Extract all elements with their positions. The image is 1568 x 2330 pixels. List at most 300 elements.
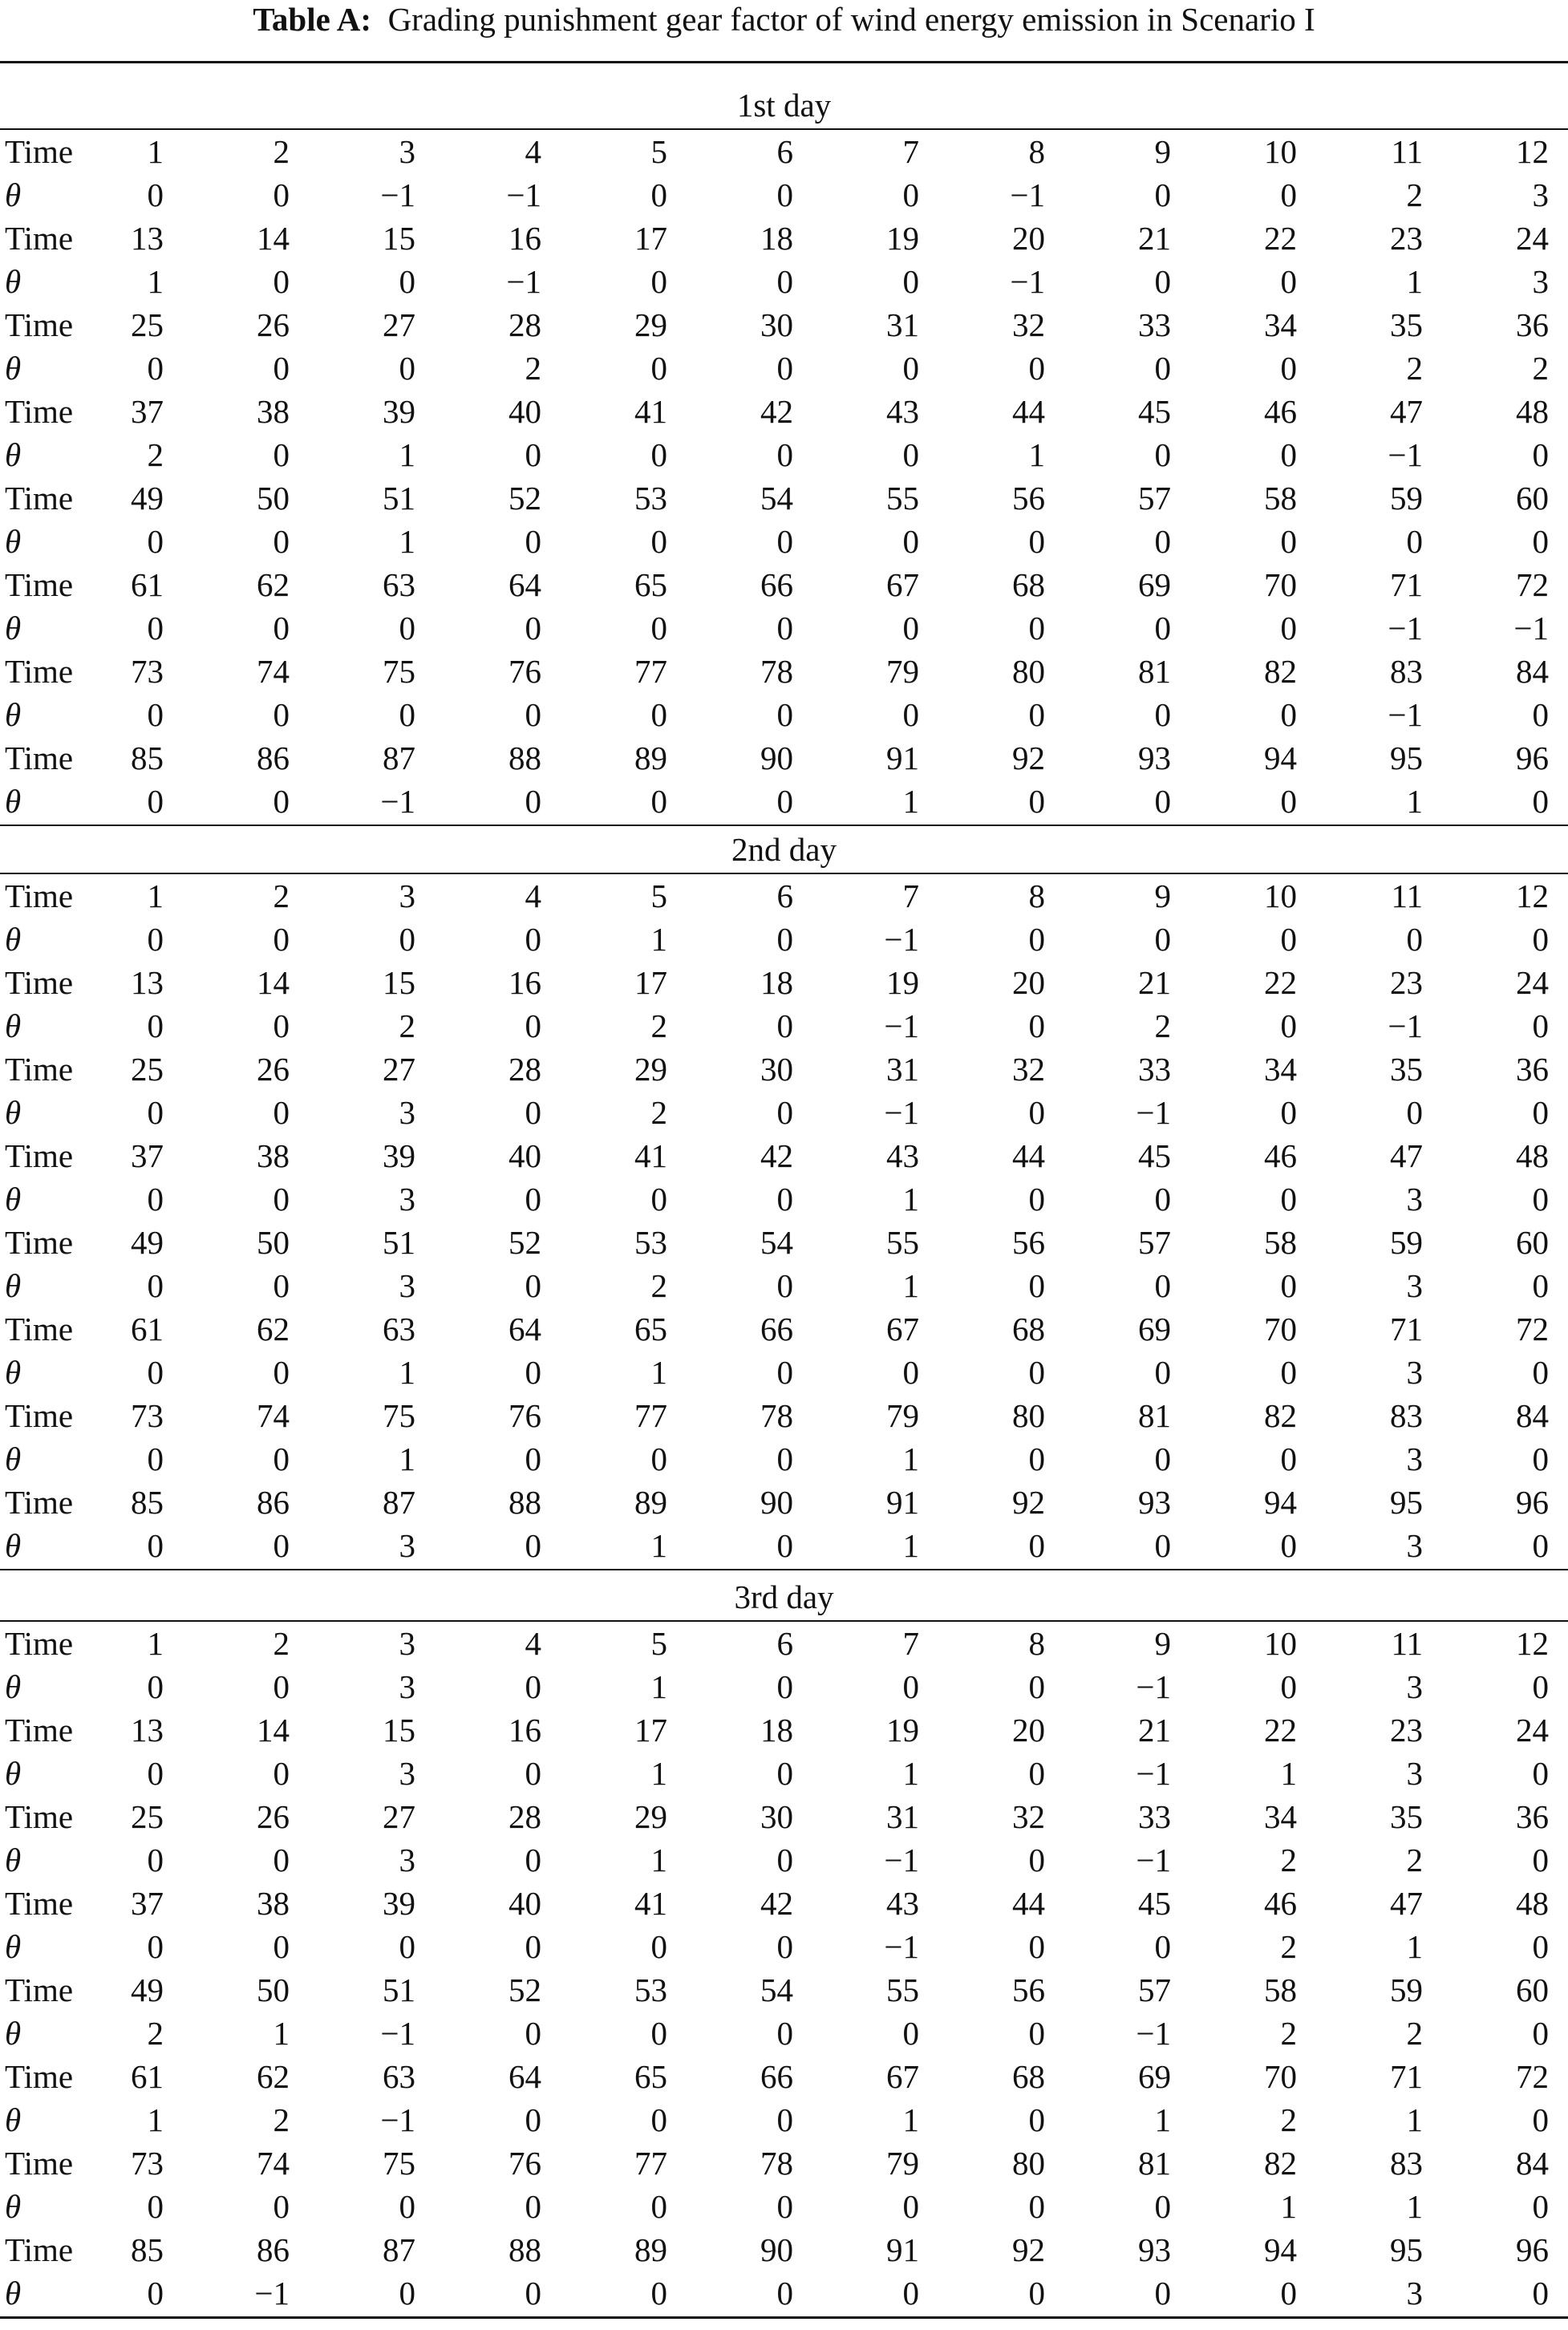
theta-cell: 0 (650, 2015, 667, 2052)
theta-cell: 0 (1154, 436, 1171, 473)
time-cell: 13 (131, 220, 164, 257)
theta-cell: 0 (525, 1354, 541, 1391)
theta-cell: 0 (147, 696, 164, 733)
time-cell: 75 (383, 653, 415, 690)
theta-cell: 0 (902, 176, 919, 213)
time-cell: 61 (131, 566, 164, 603)
theta-cell: 0 (1280, 1441, 1297, 1477)
theta-cell: 0 (147, 350, 164, 387)
time-cell: 51 (383, 480, 415, 517)
theta-cell: 1 (147, 263, 164, 300)
time-cell: 14 (257, 964, 290, 1001)
time-cell: 11 (1391, 1625, 1423, 1662)
theta-row-label: θ (5, 1267, 22, 1304)
theta-cell: 0 (525, 2101, 541, 2138)
time-cell: 58 (1264, 1971, 1297, 2008)
time-cell: 1 (147, 877, 164, 914)
theta-cell: 1 (273, 2015, 290, 2052)
theta-cell: 0 (1154, 1354, 1171, 1391)
time-cell: 25 (131, 306, 164, 343)
theta-cell: 2 (147, 2015, 164, 2052)
theta-cell: 0 (1154, 263, 1171, 300)
time-cell: 32 (1012, 1798, 1045, 1835)
time-row-label: Time (5, 740, 74, 776)
time-cell: 9 (1154, 133, 1171, 170)
time-cell: 6 (776, 1625, 793, 1662)
time-cell: 85 (131, 1484, 164, 1521)
theta-cell: 0 (1028, 1007, 1045, 1044)
theta-cell: −1 (1136, 1668, 1171, 1705)
time-cell: 55 (886, 480, 919, 517)
theta-row (0, 606, 1568, 650)
time-cell: 48 (1516, 1885, 1549, 1922)
time-cell: 44 (1012, 393, 1045, 430)
time-cell: 48 (1516, 393, 1549, 430)
theta-cell: 3 (399, 1181, 415, 1218)
theta-cell: 2 (147, 436, 164, 473)
time-row (0, 1481, 1568, 1524)
theta-cell: 0 (1028, 1668, 1045, 1705)
theta-cell: −1 (506, 176, 541, 213)
time-cell: 14 (257, 220, 290, 257)
theta-cell: 0 (1532, 1668, 1549, 1705)
time-cell: 95 (1390, 1484, 1423, 1521)
time-row-label: Time (5, 1625, 74, 1662)
theta-cell: 3 (1406, 1527, 1423, 1564)
time-cell: 70 (1264, 1311, 1297, 1347)
theta-cell: 0 (902, 2015, 919, 2052)
theta-cell: 0 (273, 1181, 290, 1218)
theta-row-label: θ (5, 2101, 22, 2138)
time-cell: 96 (1516, 1484, 1549, 1521)
time-cell: 2 (273, 877, 290, 914)
theta-cell: 0 (1154, 921, 1171, 958)
theta-cell: 0 (525, 921, 541, 958)
time-cell: 23 (1390, 964, 1423, 1001)
time-row (0, 2228, 1568, 2271)
day-title: 1st day (736, 87, 832, 124)
time-cell: 35 (1390, 306, 1423, 343)
time-cell: 76 (508, 2145, 541, 2182)
theta-cell: 0 (147, 1354, 164, 1391)
theta-cell: 0 (273, 176, 290, 213)
time-cell: 67 (886, 566, 919, 603)
theta-cell: 0 (650, 610, 667, 646)
theta-cell: 0 (399, 610, 415, 646)
theta-row (0, 346, 1568, 390)
time-cell: 40 (508, 1885, 541, 1922)
time-cell: 54 (760, 1971, 793, 2008)
theta-cell: 0 (1280, 1007, 1297, 1044)
theta-cell: 0 (1280, 176, 1297, 213)
time-row-label: Time (5, 964, 74, 1001)
time-row-label: Time (5, 2145, 74, 2182)
time-cell: 5 (650, 1625, 667, 1662)
theta-cell: 0 (776, 523, 793, 560)
time-row (0, 1622, 1568, 1665)
time-cell: 57 (1138, 1971, 1171, 2008)
theta-cell: 0 (1532, 696, 1549, 733)
time-cell: 82 (1264, 2145, 1297, 2182)
theta-row (0, 260, 1568, 303)
theta-cell: 0 (525, 2275, 541, 2312)
theta-row-label: θ (5, 2275, 22, 2312)
theta-cell: 0 (1154, 2188, 1171, 2225)
theta-cell: 0 (1280, 1527, 1297, 1564)
theta-cell: 0 (902, 350, 919, 387)
time-cell: 68 (1012, 2058, 1045, 2095)
time-cell: 11 (1391, 877, 1423, 914)
time-row (0, 2055, 1568, 2098)
theta-cell: 0 (1532, 1928, 1549, 1965)
theta-cell: 0 (1532, 2015, 1549, 2052)
time-cell: 4 (525, 877, 541, 914)
time-cell: 72 (1516, 1311, 1549, 1347)
time-cell: 22 (1264, 220, 1297, 257)
theta-cell: 0 (1154, 523, 1171, 560)
theta-cell: 3 (1406, 1441, 1423, 1477)
theta-cell: 0 (1154, 1441, 1171, 1477)
time-cell: 39 (383, 393, 415, 430)
time-cell: 35 (1390, 1051, 1423, 1088)
time-cell: 72 (1516, 2058, 1549, 2095)
time-cell: 89 (634, 740, 667, 776)
time-cell: 73 (131, 653, 164, 690)
time-cell: 90 (760, 1484, 793, 1521)
time-cell: 42 (760, 1885, 793, 1922)
theta-cell: 3 (399, 1267, 415, 1304)
time-cell: 3 (399, 877, 415, 914)
time-cell: 41 (634, 393, 667, 430)
time-cell: 78 (760, 1397, 793, 1434)
time-cell: 26 (257, 1798, 290, 1835)
theta-cell: 1 (902, 2101, 919, 2138)
time-cell: 42 (760, 393, 793, 430)
theta-cell: 0 (650, 1441, 667, 1477)
theta-cell: 0 (525, 1668, 541, 1705)
theta-cell: 0 (1532, 436, 1549, 473)
time-cell: 44 (1012, 1885, 1045, 1922)
day-separator-rule (0, 1569, 1568, 1570)
time-cell: 66 (760, 2058, 793, 2095)
time-cell: 40 (508, 393, 541, 430)
time-cell: 49 (131, 480, 164, 517)
time-row-label: Time (5, 2231, 74, 2268)
time-cell: 93 (1138, 740, 1171, 776)
time-cell: 58 (1264, 480, 1297, 517)
time-row (0, 650, 1568, 693)
time-cell: 24 (1516, 220, 1549, 257)
time-cell: 46 (1264, 1137, 1297, 1174)
time-cell: 81 (1138, 653, 1171, 690)
theta-cell: 2 (1406, 2015, 1423, 2052)
theta-row (0, 1351, 1568, 1394)
theta-row-label: θ (5, 1007, 22, 1044)
theta-row-label: θ (5, 1928, 22, 1965)
theta-cell: 1 (1280, 1755, 1297, 1792)
theta-cell: 0 (650, 696, 667, 733)
theta-cell: 0 (1154, 1181, 1171, 1218)
theta-cell: 0 (1154, 696, 1171, 733)
time-cell: 42 (760, 1137, 793, 1174)
time-row (0, 476, 1568, 520)
theta-cell: 0 (273, 1354, 290, 1391)
theta-row (0, 918, 1568, 961)
time-cell: 16 (508, 1712, 541, 1749)
time-row (0, 130, 1568, 173)
theta-cell: −1 (1388, 436, 1423, 473)
theta-cell: 0 (525, 523, 541, 560)
time-cell: 91 (886, 2231, 919, 2268)
time-row-label: Time (5, 1885, 74, 1922)
theta-cell: 0 (1028, 350, 1045, 387)
time-cell: 70 (1264, 566, 1297, 603)
time-cell: 93 (1138, 2231, 1171, 2268)
time-cell: 63 (383, 566, 415, 603)
time-cell: 65 (634, 566, 667, 603)
time-cell: 96 (1516, 740, 1549, 776)
theta-cell: 0 (1532, 1527, 1549, 1564)
theta-row-label: θ (5, 2188, 22, 2225)
day-title: 2nd day (731, 831, 837, 868)
theta-row (0, 433, 1568, 476)
time-cell: 61 (131, 1311, 164, 1347)
time-cell: 56 (1012, 1224, 1045, 1261)
theta-cell: 0 (1154, 1527, 1171, 1564)
time-cell: 89 (634, 2231, 667, 2268)
theta-cell: 0 (273, 610, 290, 646)
theta-cell: 0 (525, 783, 541, 820)
theta-cell: 0 (1280, 1094, 1297, 1131)
theta-cell: 0 (1406, 921, 1423, 958)
time-cell: 25 (131, 1051, 164, 1088)
time-cell: 15 (383, 964, 415, 1001)
theta-row (0, 2012, 1568, 2055)
theta-cell: 0 (273, 921, 290, 958)
time-cell: 14 (257, 1712, 290, 1749)
time-cell: 94 (1264, 740, 1297, 776)
time-cell: 87 (383, 740, 415, 776)
time-cell: 36 (1516, 306, 1549, 343)
theta-cell: 0 (1028, 1094, 1045, 1131)
theta-cell: 3 (1532, 176, 1549, 213)
time-cell: 31 (886, 1051, 919, 1088)
theta-cell: 0 (273, 1527, 290, 1564)
theta-cell: 3 (1406, 1267, 1423, 1304)
theta-cell: 3 (399, 1668, 415, 1705)
time-cell: 83 (1390, 2145, 1423, 2182)
time-cell: 76 (508, 653, 541, 690)
time-row-label: Time (5, 1224, 74, 1261)
theta-cell: 0 (1028, 921, 1045, 958)
theta-cell: 0 (1028, 1267, 1045, 1304)
time-row (0, 1221, 1568, 1264)
theta-cell: −1 (884, 1094, 919, 1131)
theta-cell: 0 (1028, 1527, 1045, 1564)
time-cell: 51 (383, 1224, 415, 1261)
theta-cell: −1 (884, 921, 919, 958)
time-cell: 88 (508, 2231, 541, 2268)
theta-cell: 0 (902, 263, 919, 300)
theta-cell: 0 (1028, 1842, 1045, 1878)
theta-cell: 0 (1280, 610, 1297, 646)
theta-cell: 0 (147, 921, 164, 958)
theta-cell: 2 (1280, 2101, 1297, 2138)
theta-cell: 0 (1028, 696, 1045, 733)
theta-row (0, 1437, 1568, 1481)
theta-cell: 0 (525, 436, 541, 473)
time-cell: 7 (902, 877, 919, 914)
theta-cell: 0 (650, 523, 667, 560)
time-cell: 90 (760, 740, 793, 776)
time-cell: 63 (383, 1311, 415, 1347)
time-cell: 46 (1264, 1885, 1297, 1922)
theta-cell: 0 (902, 436, 919, 473)
time-cell: 91 (886, 740, 919, 776)
time-cell: 74 (257, 1397, 290, 1434)
time-row (0, 303, 1568, 346)
theta-cell: −1 (380, 2101, 415, 2138)
theta-cell: 0 (1532, 1007, 1549, 1044)
theta-cell: 0 (776, 436, 793, 473)
theta-cell: 0 (776, 921, 793, 958)
time-cell: 84 (1516, 653, 1549, 690)
time-cell: 36 (1516, 1798, 1549, 1835)
theta-cell: 0 (776, 2015, 793, 2052)
theta-cell: 0 (1154, 350, 1171, 387)
time-cell: 70 (1264, 2058, 1297, 2095)
time-cell: 7 (902, 1625, 919, 1662)
time-cell: 93 (1138, 1484, 1171, 1521)
theta-cell: 0 (1154, 176, 1171, 213)
time-cell: 37 (131, 1885, 164, 1922)
theta-cell: 1 (1154, 2101, 1171, 2138)
theta-row (0, 2098, 1568, 2142)
theta-cell: 0 (1532, 921, 1549, 958)
theta-cell: 0 (776, 1181, 793, 1218)
time-cell: 86 (257, 740, 290, 776)
theta-row-label: θ (5, 436, 22, 473)
time-cell: 49 (131, 1971, 164, 2008)
theta-cell: 3 (1406, 1668, 1423, 1705)
time-row (0, 1882, 1568, 1925)
time-cell: 13 (131, 964, 164, 1001)
time-cell: 37 (131, 1137, 164, 1174)
time-cell: 76 (508, 1397, 541, 1434)
theta-row-label: θ (5, 1441, 22, 1477)
time-cell: 40 (508, 1137, 541, 1174)
theta-cell: 0 (1532, 783, 1549, 820)
time-cell: 59 (1390, 1224, 1423, 1261)
theta-cell: 0 (1532, 1354, 1549, 1391)
time-cell: 21 (1138, 964, 1171, 1001)
theta-cell: −1 (380, 783, 415, 820)
time-cell: 58 (1264, 1224, 1297, 1261)
theta-cell: 1 (902, 1181, 919, 1218)
theta-cell: 3 (399, 1094, 415, 1131)
time-cell: 30 (760, 1051, 793, 1088)
theta-cell: −1 (1513, 610, 1549, 646)
time-row (0, 390, 1568, 433)
theta-cell: 0 (776, 176, 793, 213)
time-cell: 53 (634, 1224, 667, 1261)
time-cell: 69 (1138, 2058, 1171, 2095)
theta-row (0, 1838, 1568, 1882)
theta-cell: −1 (380, 2015, 415, 2052)
theta-cell: 0 (147, 523, 164, 560)
theta-cell: 0 (1028, 2275, 1045, 2312)
theta-cell: 1 (399, 523, 415, 560)
time-cell: 27 (383, 306, 415, 343)
theta-cell: 0 (1280, 2275, 1297, 2312)
theta-cell: 0 (650, 1181, 667, 1218)
theta-cell: 0 (776, 1527, 793, 1564)
time-cell: 64 (508, 566, 541, 603)
theta-cell: 0 (273, 436, 290, 473)
theta-cell: 0 (1154, 783, 1171, 820)
theta-cell: 0 (525, 696, 541, 733)
time-cell: 4 (525, 1625, 541, 1662)
time-cell: 41 (634, 1137, 667, 1174)
theta-cell: 0 (399, 2275, 415, 2312)
theta-cell: 0 (650, 350, 667, 387)
theta-cell: 3 (399, 1527, 415, 1564)
time-cell: 11 (1391, 133, 1423, 170)
theta-cell: 0 (147, 1755, 164, 1792)
theta-cell: 0 (1028, 1755, 1045, 1792)
time-cell: 71 (1390, 566, 1423, 603)
time-cell: 28 (508, 306, 541, 343)
time-cell: 47 (1390, 1137, 1423, 1174)
theta-cell: 0 (776, 696, 793, 733)
theta-cell: 0 (273, 350, 290, 387)
time-row-label: Time (5, 1397, 74, 1434)
time-cell: 69 (1138, 566, 1171, 603)
theta-cell: 0 (147, 2188, 164, 2225)
time-row (0, 1307, 1568, 1351)
theta-cell: 0 (525, 1842, 541, 1878)
time-cell: 60 (1516, 1971, 1549, 2008)
theta-cell: 0 (273, 1094, 290, 1131)
theta-cell: 0 (1532, 1755, 1549, 1792)
theta-cell: 0 (1406, 523, 1423, 560)
theta-cell: 0 (273, 1267, 290, 1304)
time-cell: 81 (1138, 2145, 1171, 2182)
time-cell: 82 (1264, 1397, 1297, 1434)
theta-cell: 0 (776, 1755, 793, 1792)
time-cell: 79 (886, 653, 919, 690)
time-row-label: Time (5, 1051, 74, 1088)
theta-row-label: θ (5, 1755, 22, 1792)
time-cell: 71 (1390, 2058, 1423, 2095)
table-bottom-rule (0, 2316, 1568, 2319)
theta-cell: 0 (1028, 783, 1045, 820)
time-cell: 55 (886, 1224, 919, 1261)
time-cell: 28 (508, 1051, 541, 1088)
time-cell: 29 (634, 1051, 667, 1088)
time-cell: 85 (131, 740, 164, 776)
theta-cell: 0 (1532, 523, 1549, 560)
theta-cell: 0 (776, 1928, 793, 1965)
time-cell: 83 (1390, 1397, 1423, 1434)
time-row-label: Time (5, 220, 74, 257)
time-cell: 88 (508, 740, 541, 776)
theta-cell: 2 (650, 1267, 667, 1304)
time-cell: 48 (1516, 1137, 1549, 1174)
time-cell: 17 (634, 964, 667, 1001)
time-cell: 32 (1012, 306, 1045, 343)
theta-cell: 1 (1406, 1928, 1423, 1965)
